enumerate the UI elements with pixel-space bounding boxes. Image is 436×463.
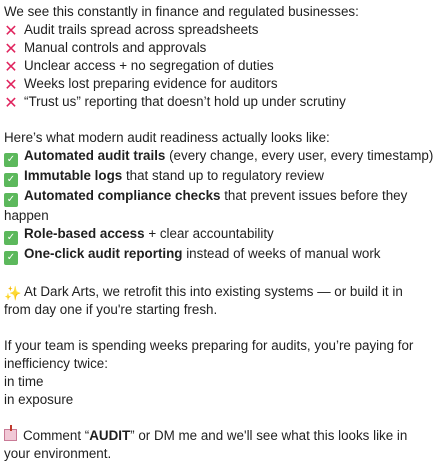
- problem-item: [4, 75, 433, 93]
- cross-mark-icon: ✕: [4, 23, 18, 40]
- solution-bold: Role-based access: [24, 226, 145, 241]
- solution-bold: Automated audit trails: [24, 148, 166, 163]
- cross-mark-icon: ✕: [4, 95, 18, 112]
- pitch-paragraph: [4, 283, 433, 319]
- mailbox-icon: [4, 429, 17, 441]
- solutions-intro: Here’s what modern audit readiness actually looks like:: [4, 130, 330, 145]
- cross-mark-icon: ✕: [4, 59, 18, 76]
- spacer: [4, 265, 433, 283]
- problem-item: [4, 57, 433, 75]
- problem-item: [4, 93, 433, 111]
- problem-text: Weeks lost preparing evidence for auditors: [24, 76, 278, 91]
- problem-item: [4, 39, 433, 57]
- solution-item: [4, 225, 433, 245]
- sparkles-icon: ✨: [4, 285, 22, 301]
- solution-bold: One-click audit reporting: [24, 246, 183, 261]
- solution-rest: instead of weeks of manual work: [182, 246, 381, 261]
- check-box-icon: ✓: [4, 251, 18, 265]
- spacer: [4, 409, 433, 427]
- cost-intro: If your team is spending weeks preparing for audits, you’re paying for inefficiency twice:: [4, 338, 414, 371]
- spacer: [4, 111, 433, 129]
- solution-item: [4, 245, 433, 265]
- problem-item: [4, 21, 433, 39]
- solution-list: [4, 147, 433, 265]
- cost-item: in exposure: [4, 392, 74, 407]
- problem-text: “Trust us” reporting that doesn’t hold up under scrutiny: [24, 94, 346, 109]
- check-box-icon: ✓: [4, 193, 18, 207]
- cta-before: Comment “: [23, 428, 90, 443]
- cross-mark-icon: ✕: [4, 41, 18, 58]
- solution-item: [4, 167, 433, 187]
- check-box-icon: ✓: [4, 173, 18, 187]
- cta-keyword: AUDIT: [89, 428, 131, 443]
- solution-bold: Automated compliance checks: [24, 188, 221, 203]
- solution-rest: that prevent issues before they happen: [4, 188, 408, 223]
- check-box-icon: ✓: [4, 153, 18, 167]
- solution-rest: + clear accountability: [144, 226, 274, 241]
- cost-item: in time: [4, 374, 44, 389]
- pitch-text: At Dark Arts, we retrofit this into existing systems — or build it in from day one if you're starting fresh.: [4, 284, 403, 317]
- solution-item: [4, 187, 433, 225]
- problem-text: Manual controls and approvals: [24, 40, 207, 55]
- problem-text: Audit trails spread across spreadsheets: [24, 22, 259, 37]
- cta-paragraph: [4, 427, 433, 463]
- check-box-icon: ✓: [4, 231, 18, 245]
- solution-bold: Immutable logs: [24, 168, 123, 183]
- cross-mark-icon: ✕: [4, 77, 18, 94]
- spacer: [4, 319, 433, 337]
- solution-rest: that stand up to regulatory review: [122, 168, 324, 183]
- solution-rest: (every change, every user, every timestamp): [165, 148, 434, 163]
- problem-list: [4, 21, 433, 111]
- intro-text: We see this constantly in finance and regulated businesses:: [4, 4, 359, 19]
- cta-after: ” or DM me and we'll see what this looks like in your environment.: [4, 428, 408, 461]
- solution-item: [4, 147, 433, 167]
- problem-text: Unclear access + no segregation of duties: [24, 58, 274, 73]
